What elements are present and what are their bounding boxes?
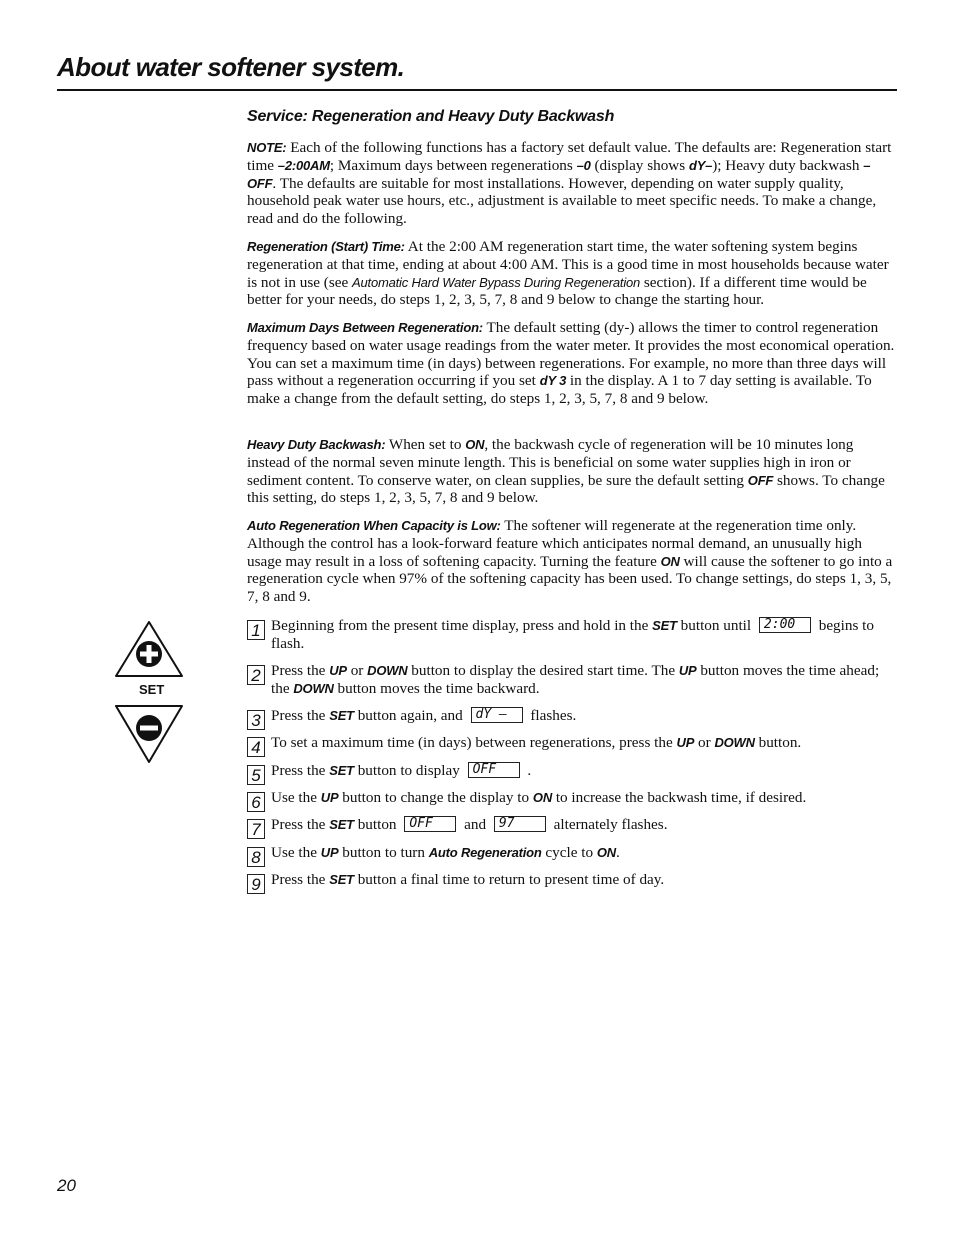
regeneration-start-time-paragraph: Regeneration (Start) Time: At the 2:00 AM regeneration start time, the water softening system begins regeneration at that time, ending at about 4:00 AM. This is a good time in most households because water is not in use (see Automatic Hard Water Bypass During Regeneration section). If a different time would be better for your needs, do steps 1, 2, 3, 5, 7, 8 and 9 below to change the starting hour. — [247, 238, 889, 309]
step-number: 8 — [247, 847, 265, 867]
max-days-paragraph: Maximum Days Between Regeneration: The default setting (dy-) allows the timer to control regeneration frequency based on water usage readings from the water meter. It provides the most economical operation. You can set a maximum time (in days) between regenerations. For example, no more than three days will pass without a regeneration occurring if you set dY 3 in the display. A 1 to 7 day setting is available. To make a change from the default setting, do steps 1, 2, 3, 5, 7, 8 and 9 below. — [247, 319, 895, 408]
lcd-display: OFF — [404, 816, 456, 832]
set-button-label: SET — [139, 682, 165, 697]
step-number: 5 — [247, 765, 265, 785]
auto-regeneration-paragraph: Auto Regeneration When Capacity is Low: The softener will regenerate at the regeneration time only. Although the control has a look-forward feature which anticipates normal demand, an unusually high usage may result in a loss of softening capacity. Turning the feature ON will cause the softener to go into a regeneration cycle when 97% of the softening capacity has been used. To change settings, do steps 1, 3, 5, 7, 8 and 9. — [247, 517, 893, 606]
lcd-display: OFF — [468, 762, 520, 778]
heavy-duty-backwash-paragraph: Heavy Duty Backwash: When set to ON, the backwash cycle of regeneration will be 10 minutes long instead of the normal seven minute length. This is beneficial on some water supplies high in iron or sediment content. To conserve water, on clean supplies, be sure the default setting OFF shows. To change this setting, do steps 1, 2, 3, 5, 7, 8 and 9 below. — [247, 436, 885, 507]
down-minus-icon — [114, 704, 184, 764]
lcd-display: dY – — [471, 707, 523, 723]
step-number: 4 — [247, 737, 265, 757]
step-number: 3 — [247, 710, 265, 730]
lcd-display: 97 — [494, 816, 546, 832]
title-divider — [57, 89, 897, 91]
note-paragraph: NOTE: Each of the following functions has a factory set default value. The defaults are: Regeneration start time –2:00AM; Maximum days between regenerations –0 (display shows dY–); Heavy duty backwash –OFF. The defaults are suitable for most installations. However, depending on water supply quality, household peak water use hours, etc., adjustment is available to meet specific needs. To make a change, read and do the following. — [247, 139, 892, 228]
step-number: 7 — [247, 819, 265, 839]
step-number: 9 — [247, 874, 265, 894]
page-title: About water softener system. — [57, 52, 405, 82]
step-number: 2 — [247, 665, 265, 685]
up-plus-icon — [114, 620, 184, 678]
lcd-display: 2:00 — [759, 617, 811, 633]
page-number: 20 — [57, 1176, 76, 1195]
step-number: 1 — [247, 620, 265, 640]
step-number: 6 — [247, 792, 265, 812]
section-heading: Service: Regeneration and Heavy Duty Backwash — [247, 108, 615, 125]
